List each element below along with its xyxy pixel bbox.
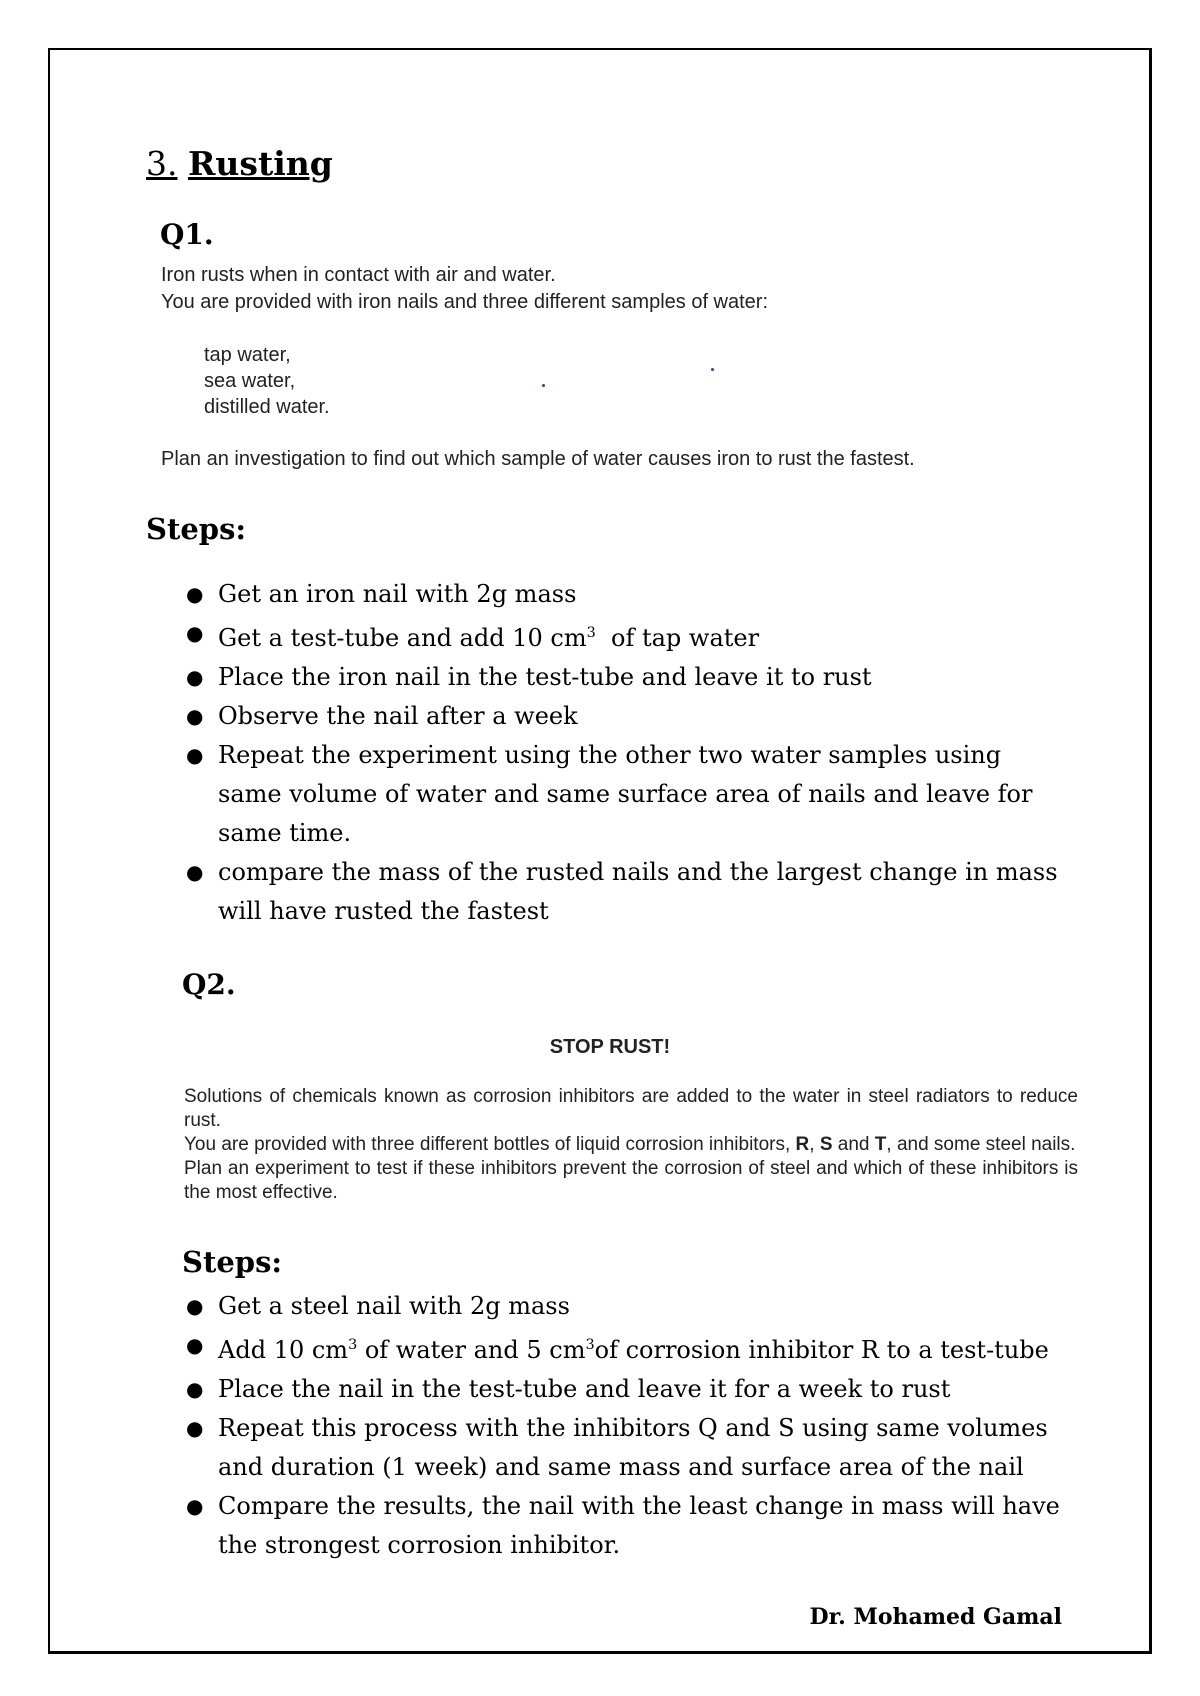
list-item: ● Compare the results, the nail with the least change in mass will have the strongest corrosion inhibitor.	[182, 1487, 1062, 1565]
q1-plan: Plan an investigation to find out which sample of water causes iron to rust the fastest.	[161, 448, 915, 470]
list-item: ● Observe the nail after a week	[182, 697, 1062, 736]
bullet: ●	[186, 1494, 204, 1518]
q2-paragraph-1: Solutions of chemicals known as corrosion inhibitors are added to the water in steel radiators to reduce rust.	[184, 1086, 1078, 1131]
q2-paragraph-3: Plan an experiment to test if these inhibitors prevent the corrosion of steel and which of these inhibitors is the most effective.	[184, 1158, 1078, 1203]
water-samples-list	[204, 342, 330, 420]
bullet: ●	[186, 1416, 204, 1440]
bullet: ●	[186, 621, 204, 645]
q1-label: Q1.	[160, 218, 214, 251]
list-item: ● Repeat the experiment using the other two water samples using same volume of water and same surface area of nails and leave for same time.	[182, 736, 1062, 853]
section-number: 3.	[146, 144, 178, 183]
list-item: ● Place the nail in the test-tube and leave it for a week to rust	[182, 1370, 1062, 1409]
list-item: ● compare the mass of the rusted nails and the largest change in mass will have rusted the fastest	[182, 853, 1062, 931]
list-item: ● Get a test-tube and add 10 $cm^3$ of tap water	[182, 614, 1062, 658]
q1-intro-line-1: Iron rusts when in contact with air and water.	[161, 264, 556, 286]
list-item: ● Add 10 $cm^3$ of water and 5 $cm^3of$ corrosion inhibitor R to a test-tube	[182, 1326, 1062, 1370]
section-title	[146, 144, 333, 183]
list-item: distilled water.	[204, 396, 330, 418]
list-item: ● Repeat this process with the inhibitors Q and S using same volumes and duration (1 week) and same mass and surface area of the nail	[182, 1409, 1062, 1487]
list-item: ● Place the iron nail in the test-tube and leave it to rust	[182, 658, 1062, 697]
bullet: ●	[186, 860, 204, 884]
bullet: ●	[186, 704, 204, 728]
list-item: tap water,	[204, 344, 291, 366]
bullet: ●	[186, 743, 204, 767]
bullet: ●	[186, 1294, 204, 1318]
section-heading: Rusting	[188, 144, 333, 183]
q2-label: Q2.	[182, 968, 236, 1001]
steps-list-q1	[182, 575, 1062, 931]
q2-heading: STOP RUST!	[549, 1036, 671, 1058]
stray-dot	[711, 368, 714, 371]
steps-heading: Steps:	[182, 1245, 283, 1279]
author-signature: Dr. Mohamed Gamal	[809, 1604, 1062, 1630]
list-item: ● Get a steel nail with 2g mass	[182, 1287, 1062, 1326]
stray-dot	[542, 384, 545, 387]
q1-intro	[161, 262, 768, 316]
q2-description	[184, 1085, 1078, 1205]
bullet: ●	[186, 1333, 204, 1357]
list-item: ● Get an iron nail with 2g mass	[182, 575, 1062, 614]
q2-paragraph-2: You are provided with three different bottles of liquid corrosion inhibitors, R, S and T, and some steel nails.	[184, 1134, 1076, 1155]
list-item: sea water,	[204, 370, 296, 392]
bullet: ●	[186, 665, 204, 689]
q1-intro-line-2: You are provided with iron nails and three different samples of water:	[161, 291, 769, 313]
bullet: ●	[186, 1377, 204, 1401]
steps-heading: Steps:	[146, 512, 247, 546]
bullet: ●	[186, 582, 204, 606]
steps-list-q2	[182, 1287, 1062, 1565]
